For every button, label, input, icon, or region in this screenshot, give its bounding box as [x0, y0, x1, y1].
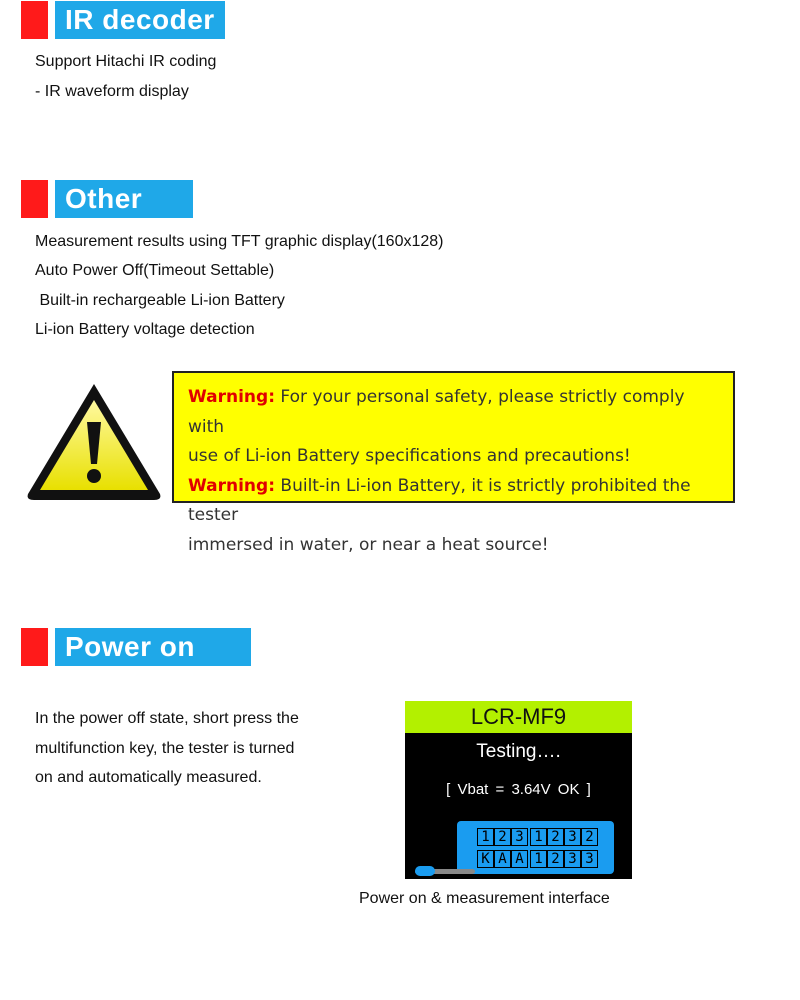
power-line-3: on and automatically measured. [35, 769, 262, 786]
warning-sep: : [268, 475, 276, 496]
heading-title: Other [55, 180, 193, 218]
lcd-screen [405, 701, 632, 879]
code-row-1 [477, 828, 598, 846]
code-cell: 1 [477, 828, 494, 846]
power-line-1: In the power off state, short press the [35, 710, 299, 727]
code-cell: 1 [530, 828, 547, 846]
heading-title: IR decoder [55, 1, 225, 39]
lcd-title: LCR-MF9 [405, 701, 632, 733]
code-cell: 3 [564, 828, 581, 846]
warning-line-1 [188, 383, 721, 442]
lcd-caption: Power on & measurement interface [359, 890, 610, 907]
code-cell: A [494, 850, 511, 868]
code-cell: 2 [547, 850, 564, 868]
heading-red-block [21, 1, 48, 39]
other-line-4: Li-ion Battery voltage detection [35, 321, 255, 338]
lcd-code-panel [457, 821, 614, 874]
warning-sep: : [268, 387, 276, 407]
code-cell: K [477, 850, 494, 868]
code-cell: 2 [547, 828, 564, 846]
warning-text: For your personal safety, please strictly comply with [188, 387, 685, 437]
warning-label: Warning [188, 387, 269, 407]
warning-line-4: immersed in water, or near a heat source! [188, 534, 549, 555]
warning-box [172, 371, 735, 555]
code-cell: 2 [494, 828, 511, 846]
heading-red-block [21, 180, 48, 218]
power-line-2: multifunction key, the tester is turned [35, 740, 295, 757]
code-row-2 [477, 850, 598, 868]
ir-line-2: - IR waveform display [35, 83, 189, 100]
warning-label: Warning [188, 475, 269, 496]
lcd-progress-knob [415, 866, 435, 876]
lcd-testing: Testing…. [476, 741, 561, 762]
other-line-3: Built-in rechargeable Li-ion Battery [35, 292, 285, 309]
other-line-1: Measurement results using TFT graphic display(160x128) [35, 233, 444, 250]
heading-red-block [21, 628, 48, 666]
code-cell: 1 [530, 850, 547, 868]
heading-title: Power on [55, 628, 251, 666]
warning-line-3 [188, 472, 721, 531]
code-cell: 3 [581, 850, 598, 868]
other-line-2: Auto Power Off(Timeout Settable) [35, 262, 275, 279]
warning-text: Built-in Li-ion Battery, it is strictly prohibited the tester [188, 475, 691, 525]
code-cell: 2 [581, 828, 598, 846]
warning-triangle-icon [24, 380, 164, 502]
code-cell: 3 [511, 828, 528, 846]
lcd-vbat: [ Vbat = 3.64V OK ] [446, 781, 591, 798]
code-cell: A [511, 850, 528, 868]
code-cell: 3 [564, 850, 581, 868]
ir-line-1: Support Hitachi IR coding [35, 53, 217, 70]
warning-line-2: use of Li-ion Battery specifications and precautions! [188, 446, 631, 466]
